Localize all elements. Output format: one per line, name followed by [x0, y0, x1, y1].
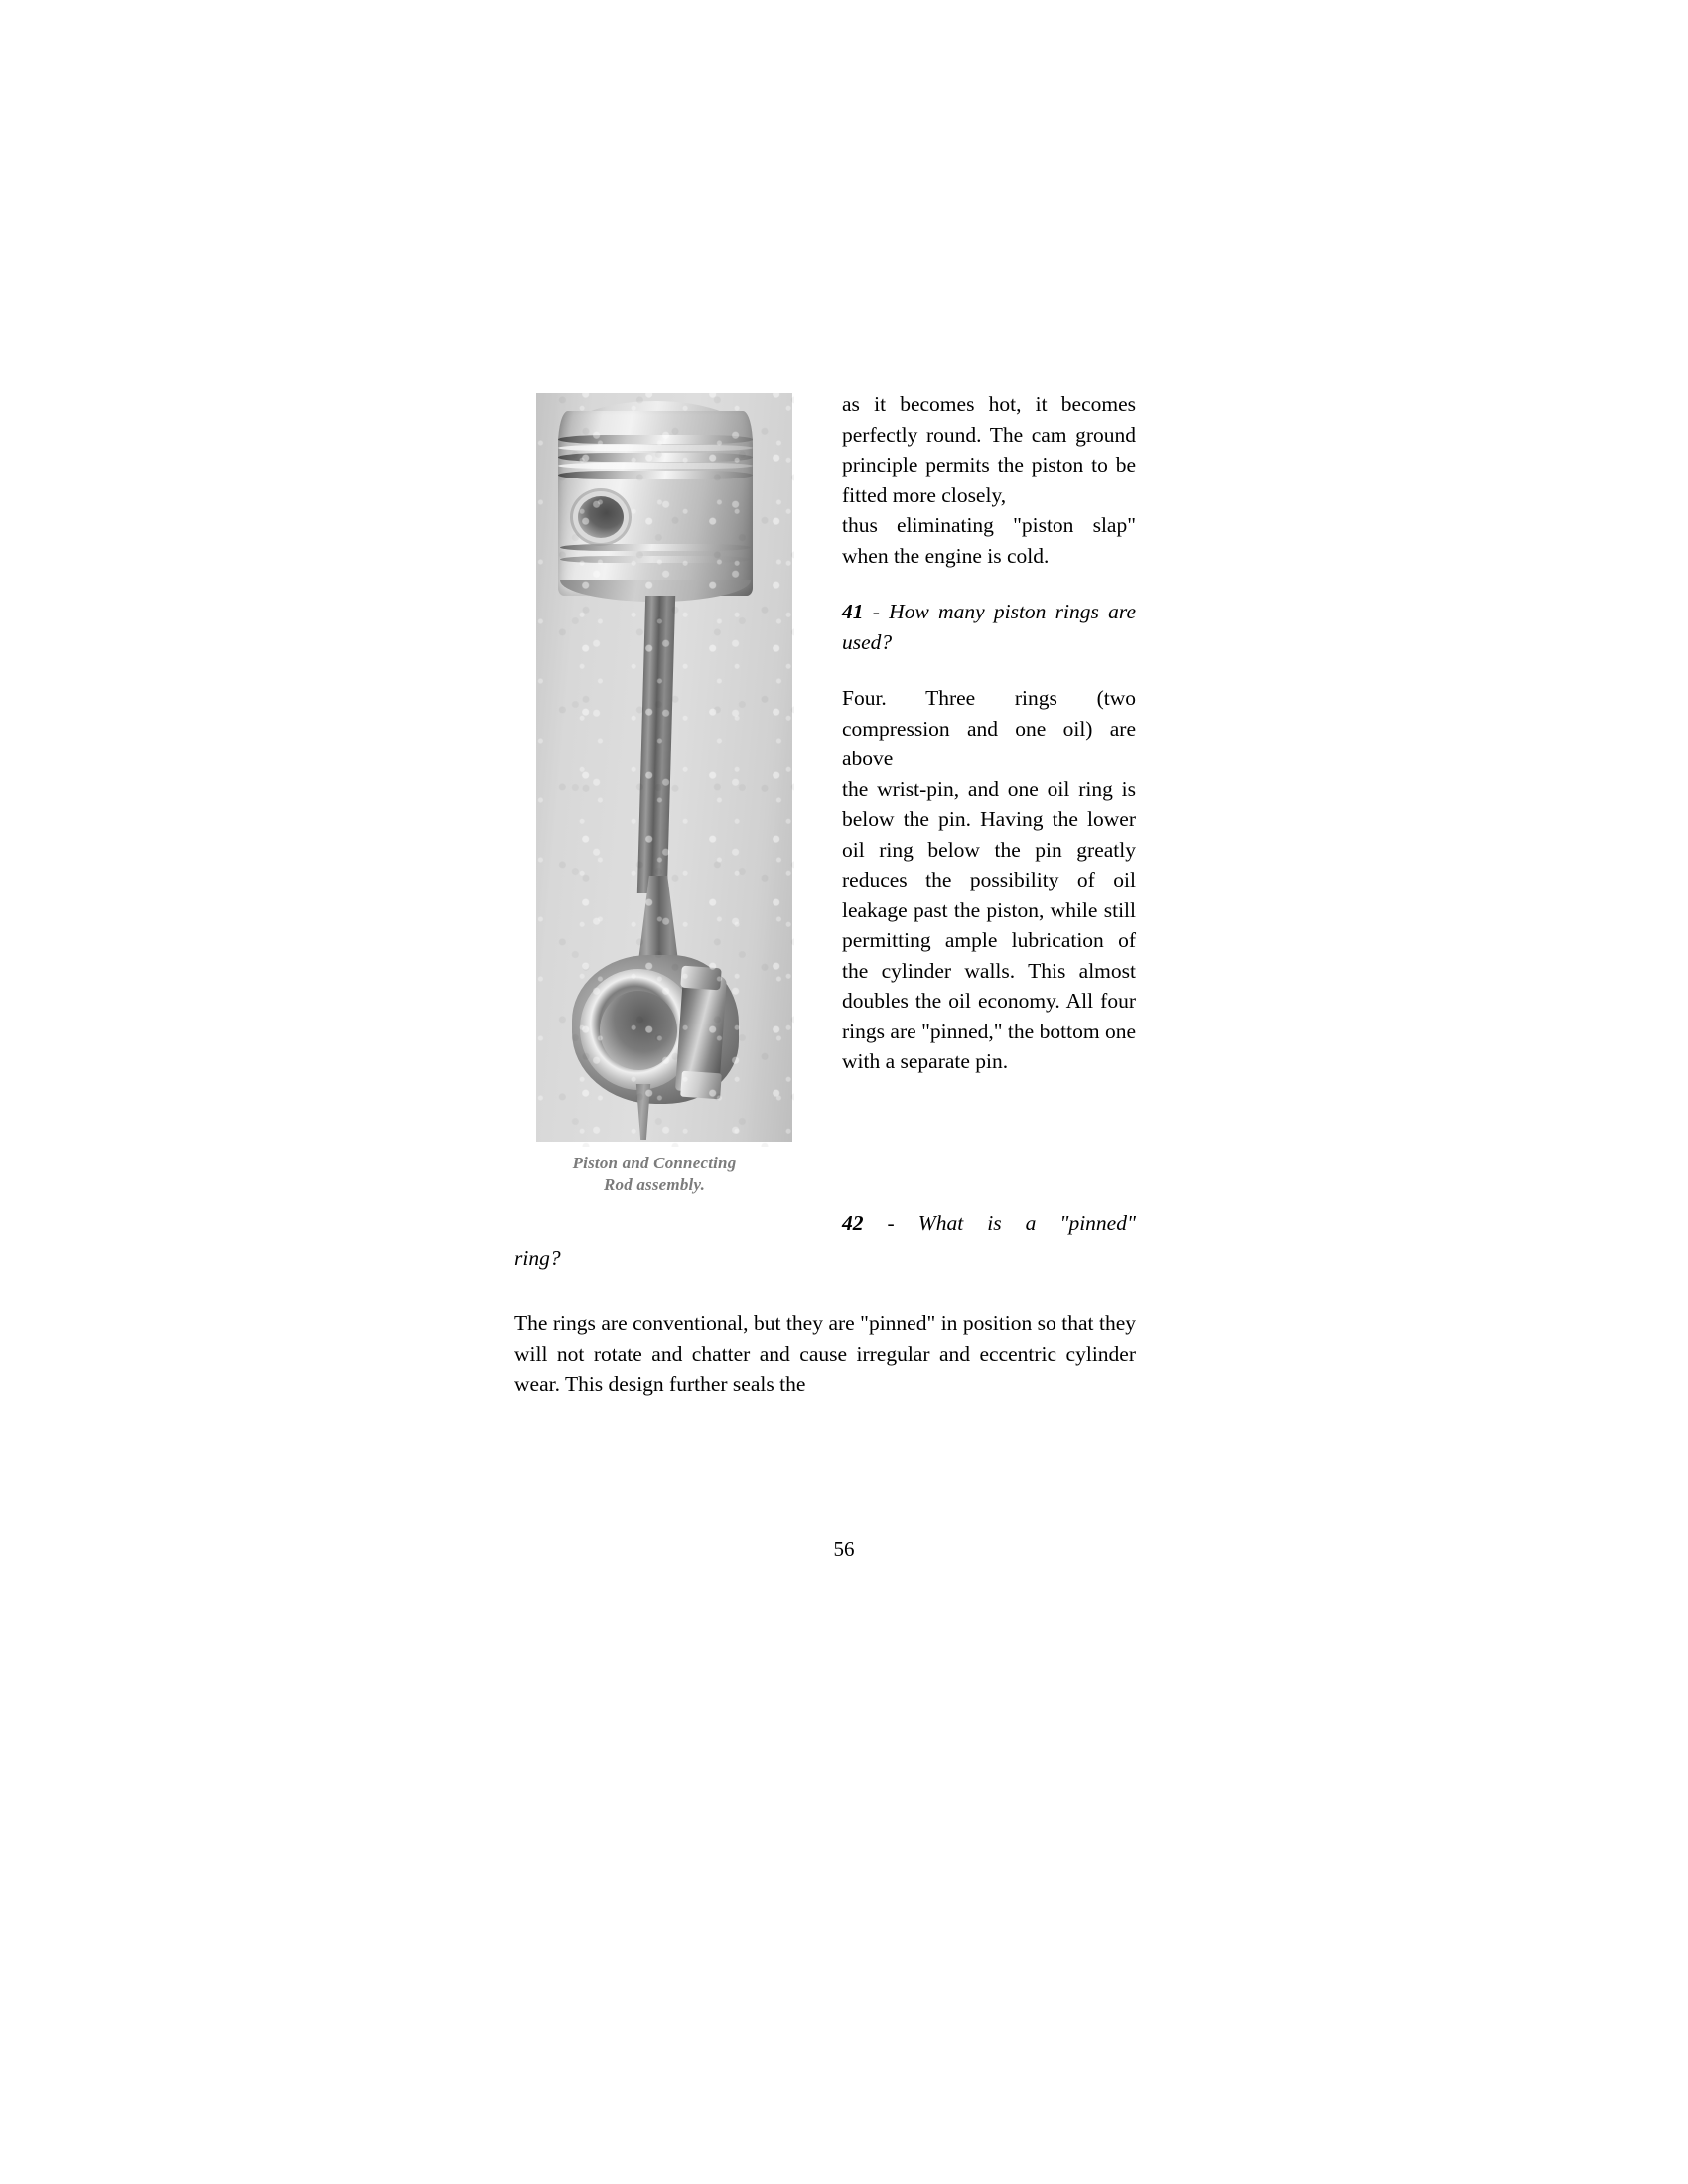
- rod-cap-bolt-nut: [680, 1071, 722, 1100]
- ring-land-highlight-2: [558, 463, 753, 469]
- spacer: [842, 571, 1136, 597]
- piston-connecting-rod-photo: [514, 389, 794, 1147]
- question-41-heading: [842, 597, 1136, 657]
- question-42-separator: -: [863, 1211, 918, 1235]
- paragraph-continued-a: as it becomes hot, it becomes perfectly round. The cam ground principle permits the piston to be fitted more closely,: [842, 392, 1136, 507]
- lower-oil-ring-groove: [560, 544, 751, 551]
- closing-paragraph: The rings are conventional, but they are "pinned" in position so that they will not rotate and chatter and cause irregular and eccentric cylinder wear. This design further seals the: [514, 1311, 1136, 1397]
- ring-land-highlight-1: [558, 445, 753, 451]
- wrist-pin-bore: [578, 496, 624, 538]
- question-41-text: How many piston rings are used?: [842, 600, 1136, 654]
- question-42-number: 42: [842, 1211, 864, 1235]
- answer-41-part-b: the wrist-pin, and one oil ring is below the pin. Having the lower oil ring below the pin greatly reduces the possibility of oil leakage past the piston, while still permitting ample lubrication of the cylinder walls. This almost doubles the oil economy. All four rings are "pinned," the bottom one with a separate pin.: [842, 776, 1136, 1074]
- question-42-heading-line-2: ring?: [514, 1246, 561, 1270]
- figure-caption-line-2: Rod assembly.: [603, 1175, 706, 1195]
- right-text-column: [842, 389, 1136, 1077]
- page-number: 56: [833, 1537, 855, 1561]
- rod-cap-bolt-head: [680, 966, 721, 991]
- question-42-text-line-1: What is a "pinned": [917, 1211, 1136, 1235]
- question-42-heading-line-1: [842, 1208, 1136, 1239]
- question-41-number: 41: [842, 600, 864, 624]
- ring-groove-1: [558, 435, 753, 444]
- ring-groove-2: [558, 453, 753, 462]
- lower-oil-ring-land: [560, 556, 751, 563]
- figure-caption: [514, 1153, 794, 1197]
- answer-41-part-a: Four. Three rings (two compression and one oil) are above: [842, 686, 1136, 771]
- spacer: [842, 657, 1136, 683]
- figure-piston-assembly: [514, 389, 800, 1197]
- figure-caption-line-1: Piston and Connecting: [572, 1154, 737, 1172]
- question-41-separator: -: [863, 600, 890, 624]
- paragraph-continued-b: thus eliminating "piston slap" when the engine is cold.: [842, 513, 1136, 568]
- ring-groove-3: [558, 471, 753, 479]
